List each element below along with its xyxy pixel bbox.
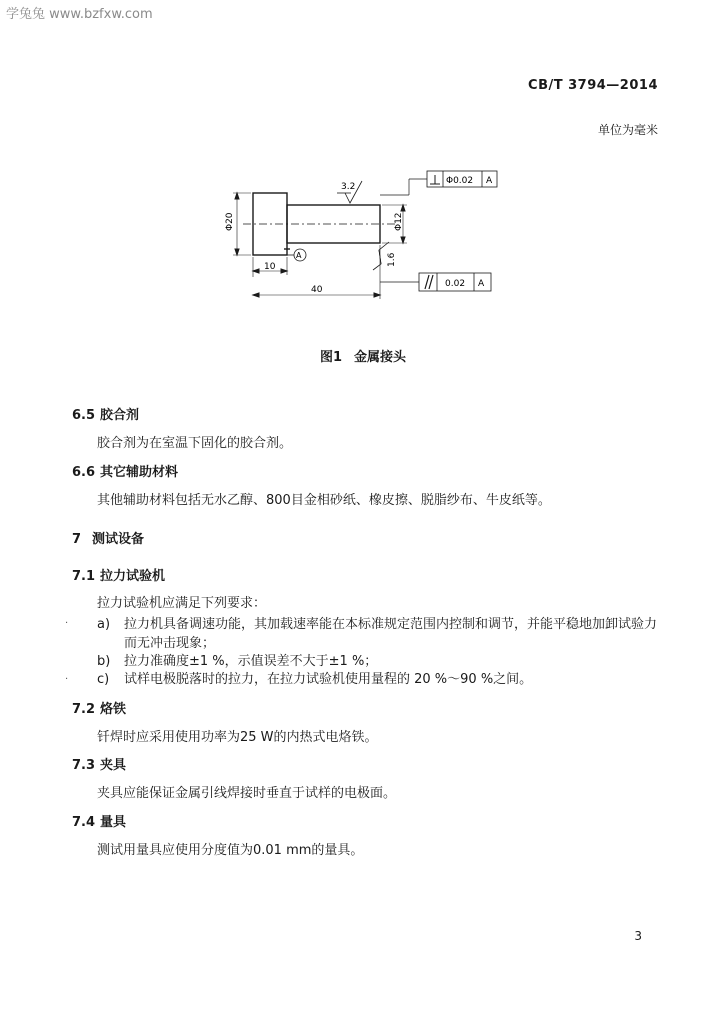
section-body: 拉力试验机应满足下列要求： [97,596,267,611]
datum-label: A [296,251,302,260]
roughness-top-label: 3.2 [341,182,356,192]
section-body: 其他辅助材料包括无水乙醇、800目金相砂纸、橡皮擦、脱脂纱布、牛皮纸等。 [97,493,551,508]
list-text: 拉力准确度±1 %，示值误差不大于±1 %； [124,654,378,669]
diameter-small-label: Φ12 [394,212,404,231]
section-body: 夹具应能保证金属引线焊接时垂直于试样的电极面。 [97,786,397,801]
section-number: 6.6 [72,465,96,480]
roughness-side-label: 1.6 [387,252,397,267]
watermark: 学兔兔 www.bzfxw.com [6,7,153,22]
list-item [97,668,532,687]
total-length-label: 40 [311,285,323,295]
section-title: 测试设备 [92,532,145,547]
section-title: 拉力试验机 [100,569,166,584]
diameter-large-label: Φ20 [225,212,235,231]
section-body: 钎焊时应采用使用功率为25 W的内热式电烙铁。 [97,730,378,745]
section-heading [72,565,165,584]
section-number: 7.2 [72,702,96,717]
section-heading [72,754,126,773]
parallelism-datum: A [478,279,485,289]
section-number: 6.5 [72,408,96,423]
perpendicularity-datum: A [486,176,493,186]
section-number: 7.4 [72,815,96,830]
section-title: 夹具 [100,758,127,773]
section-body: 测试用量具应使用分度值为0.01 mm的量具。 [97,843,364,858]
section-title: 其它辅助材料 [100,465,179,480]
figure-number: 图1 [319,350,343,365]
section-number: 7 [72,532,82,547]
section-heading [72,461,178,480]
section-heading [72,404,139,423]
margin-mark: · [65,674,69,685]
head-length-label: 10 [264,262,276,272]
section-number: 7.3 [72,758,96,773]
page-number: 3 [634,929,642,943]
list-item-continuation: 而无冲击现象； [124,636,216,651]
list-item [97,650,377,669]
list-text: 拉力机具备调速功能，其加载速率能在本标准规定范围内控制和调节，并能平稳地加卸试验力 [124,617,658,632]
section-body: 胶合剂为在室温下固化的胶合剂。 [97,436,293,451]
list-marker: a) [97,617,111,632]
section-title: 胶合剂 [100,408,140,423]
section-number: 7.1 [72,569,96,584]
section-title: 量具 [100,815,127,830]
section-title: 烙铁 [100,702,127,717]
margin-mark: · [65,618,69,629]
chapter-heading [72,528,144,547]
unit-note: 单位为毫米 [597,123,658,137]
list-item [97,613,657,632]
list-marker: c) [97,672,110,687]
figure-caption [0,346,726,365]
standard-number: CB/T 3794—2014 [528,78,658,93]
section-heading [72,698,126,717]
perpendicularity-tolerance: Φ0.02 [446,176,474,186]
list-marker: b) [97,654,111,669]
section-heading [72,811,126,830]
parallelism-tolerance: 0.02 [445,279,466,289]
list-text: 试样电极脱落时的拉力，在拉力试验机使用量程的 20 %～90 %之间。 [124,672,533,687]
metal-joint-drawing [205,165,505,300]
figure-title: 金属接头 [354,350,407,365]
